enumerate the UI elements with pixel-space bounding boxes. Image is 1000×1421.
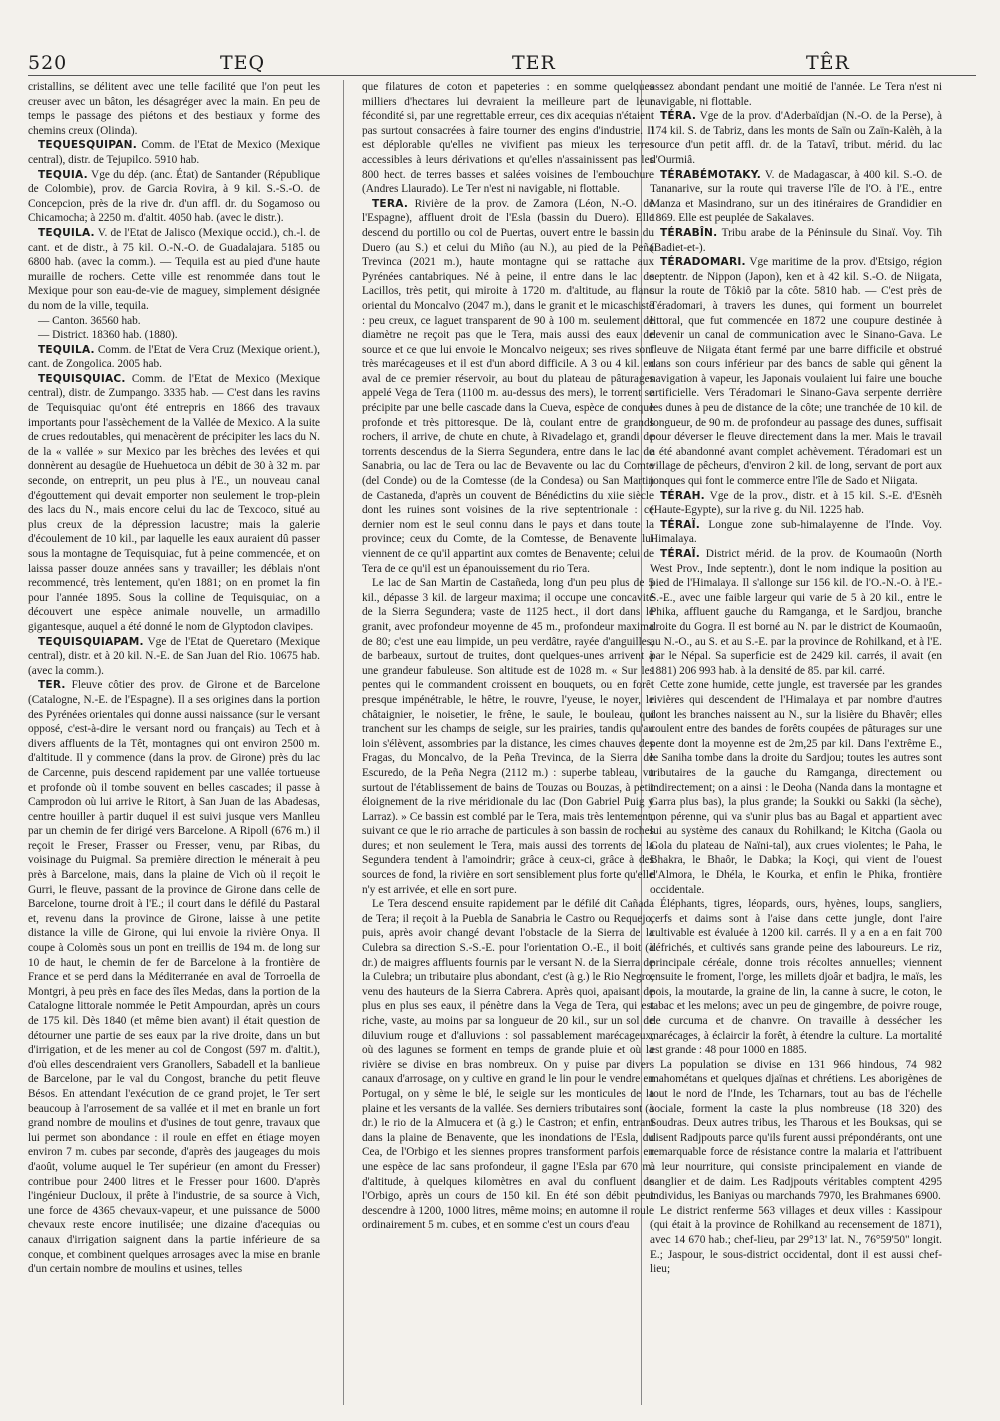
entry-text: V. de Madagascar, à 400 kil. S.-O. de Tananarive, sur la route qui traverse l'île de l'O. à l'E., entre Manza et Masindrano, sur un des itinéraires de Grandidier en 1869. Elle est peuplée de Sakalaves. [650,168,942,225]
entry-terai-district [650,547,942,678]
paragraph: Cette zone humide, cette jungle, est traversée par les grandes rivières qui descendent de l'Himalaya et par nombre d'autres dont les branches naissent au N., sur la lisière du Bhavêr; elles coulent entre des bandes de forêts coupées de pâturages sur une pente dont la moyenne est de 2m,25 par kil. Dans l'extrême E., le Saniha tombe dans la droite du Sardjou; toutes les autres sont tributaires de la gauche du Ramganga, directement ou indirectement; on a ainsi : le Deoha (Nanda dans la montagne et Garra plus bas), la plus grande; la Soukki ou Sakki (la sèche), non pérenne, qui va s'unir plus bas au Bagal et appartient avec lui au système des canaux du Rohilkand; le Kitcha (Gaola ou Gola du plateau de Naïni-tal), aux crues violentes; le Paha, le Bhakra, le Bhaôr, le Dabka; la Koçi, qui vient de l'ouest d'Almora, le Dhéla, le Kourka, et enfin le Phika, frontière occidentale. [650,679,942,896]
paragraph: Le Tera descend ensuite rapidement par le défilé dit Cañada de Tera; il reçoit à la Puebla de Sanabria le Castro ou Requejo, puis, après avoir changé devant l'obstacle de la Sierra de la Culebra sa direction S.-S.-E. pour l'orientation O.-E., il boit (à dr.) de maigres affluents fournis par le versant N. de la Sierra de la Culebra; un tributaire plus abondant, c'est (à g.) le Rio Negro, venu des hauteurs de la Sierra Cabrera. Après quoi, apaisant de plus en plus ses eaux, il pénètre dans la Vega de Tera, qui est riche, vaste, au moins par sa longueur de 20 kil., sur un sol de diluvium rouge et d'alluvions : sol passablement marécageux, où des lagunes se forment en temps de grande pluie et où la rivière se divise en bras nombreux. On y puise par divers canaux d'arrosage, on y cultive en grand le lin pour le vendre en Portugal, on y sème le blé, le seigle sur les monticules de la plaine et les versants de la vallée. Ses derniers tributaires sont (à dr.) le rio de la Almucera et (à g.) le Castron; et enfin, entrant dans la plaine de Benavente, que les inondations de l'Esla, du Cea, de l'Orbigo et les siennes propres transforment parfois en une espèce de lac sans profondeur, il gagne l'Esla par 670 m. d'altitude, à quelques kilomètres en aval du confluent de l'Orbigo, après un cours de 150 kil. En été son débit peut descendre à 1200, 1000 litres, même moins; en automne il roule ordinairement 5 m. cubes, et en somme c'est un cours d'eau [362,898,654,1232]
entry-headword: TERA. [372,197,409,210]
column-middle [362,80,654,1405]
entry-text: Comm. de l'Etat de Mexico (Mexique central), distr. de Zumpango. 3335 hab. — C'est dans les ravins de Tequisquiac qu'ont été entrepris en 1866 des travaux importants pour l'assèchement de la Vallée de Mexico. A la suite de crues redoutables, qui menacèrent de précipiter les lacs du N. de la « vallée » sur Mexico par les brèches des levées et qui donnèrent au desagüe de Huehuetoca un débit de 30 à 32 m. par seconde, on entreprit, un peu plus à l'E., un nouveau canal d'égouttement qui devait emporter non seulement le trop-plein des lacs du N., mais encore celui du lac de Texcoco, situé au plus creux de la dépression lacustre; mais la galerie d'écoulement de 10 kil., par laquelle les eaux auraient dû passer sous la montagne de Tequisquiac, fut à peine commencée, et on laissa passer douze années sans y travailler; les déblais n'ont recommencé, très lentement, qu'en 1881; on en promet la fin pour l'année 1895. Sous la colline de Tequisquiac, on a découvert une espèce animale nouvelle, un armadillo gigantesque, auquel a été donné le nom de Glyptodon clavipes. [28,372,320,633]
entry-headword: TÉRABÉMOTAKY. [660,168,762,181]
entry-text: Longue zone sub-himalayenne de l'Inde. Voy. Himalaya. [650,518,942,546]
entry-tequisquiac [28,372,320,635]
entry-text: District mérid. de la prov. de Koumaoûn (North West Prov., Inde septentr.), dont le nom indique la position au pied de l'Himalaya. Il s'allonge sur 156 kil. de l'O.-N.-O. à l'E.-S.-E., avec une faible largeur qui varie de 5 à 20 kil., entre le Phika, affluent gauche du Ramganga, et le Sardjou, branche droite du Gogra. Il est borné au N. par le district de Koumaoûn, au N.-O., au S. et au S.-E. par la province de Rohilkand, et à l'E. par le Népal. Sa superficie est de 2429 kil. carrés, il avait (en 1881) 206 993 hab. à la densité de 85. par kil. carré. [650,548,942,677]
entry-text: Fleuve côtier des prov. de Girone et de Barcelone (Catalogne, N.-E. de l'Espagne). Il a ses origines dans la portion des Pyrénées orientales qui donne aussi naissance (sur le versant opposé, c'est-à-dire le versant nord ou français) au Tech et à divers affluents de la Têt, montagnes qui ont environ 2500 m. d'altitude. Il y commence (dans la prov. de Girone) près du lac de Carcenne, puis descend rapidement par une vallée tortueuse et profonde où il tombe souvent en belles cascades; il passe à Camprodon où lui arrive le Ritort, à San Juan de las Abadesas, centre houiller à partir duquel il est suivi jusque vers Manlleu par un chemin de fer dirigé vers Barcelone. A Ripoll (676 m.) il reçoit le Freser, Frasser ou Fresser, venu, par Ribas, du voisinage du Puigmal. Sa première direction le ménerait à peu près à Barcelone, mais, dans la plaine de Vich où il reçoit le Gurri, le fleuve, passant de la province de Girone dans celle de Barcelone, tourne droit à l'E.; il court dans le défilé du Pastaral et, revenu dans la province de Girone, laisse à une petite distance la ville de Girone, qui lui envoie la rivière Onya. Il coupe à Colomès sous un pont en treillis de 194 m. de long sur 10 de haut, le chemin de fer de Barcelone à la frontière de France et se perd dans la Méditerranée en aval de Torroella de Montgri, à peu près en face des îles Medas, dans la portion de la Catalogne littorale nommée le Petit Ampourdan, après un cours de 175 kil. Dès 1840 (et même bien avant) il était question de détourner une partie de ses eaux par la rive droite, dans un but d'irrigation, et de les mener au col de Congost (597 m. d'altit.), d'où elles descendraient vers Granollers, Sabadell et la banlieue de Barcelone, par le val du Congost, branche du petit fleuve Bésos. En attendant l'exécution de ce grand projet, le Ter sert beaucoup à l'arrosement de sa vallée et il met en branle un fort grand nombre de moulins et d'usines de tout genre, travaux que lui permet son abondance : il roule en effet en étiage moyen environ 7 m. cubes par seconde, d'après des jaugeages du mois d'août, volume auquel le Ter supérieur (en amont du Fresser) contribue pour 2400 litres et le Fresser pour 1600. D'après l'ingénieur Ducloux, il prête à l'industrie, de sa source à Vich, une force de 4365 chevaux-vapeur, et une puissance de 5000 chevaux reste encore inutilisée; une dizaine d'acequias ou canaux d'irrigation saignent dans la partie inférieure de sa conque, et combinent quelques arrosages avec la mise en branle d'un certain nombre de moulins et usines, telles [28,679,320,1276]
entry-headword: TÉRA. [660,110,697,123]
paragraph: que filatures de coton et papeteries : en somme quelques milliers d'hectares lui devraient la meilleure part de leur fécondité si, par une regrettable erreur, ces dix acequias n'étaient pas surtout consacrées à faire tourner des engins d'industrie. Il est déplorable qu'elles ne vivifient pas mieux les terres accessibles à leurs dérivations et qu'elles n'assainissent pas les 800 hect. de terres basses et salées voisines de l'embouchure (Andres Llaurado). Le Ter n'est ni navigable, ni flottable. [362,81,654,196]
entry-headword: TEQUESQUIPAN. [38,139,137,152]
column-left [28,80,320,1405]
entry-headword: TEQUISQUIAPAM. [38,635,144,648]
entry-text: Comm. de l'Etat de Vera Cruz (Mexique orient.), cant. de Zongolica. 2005 hab. [28,343,320,371]
page-number: 520 [28,52,68,74]
entry-tequila-2 [28,343,320,372]
entry-tequia [28,168,320,226]
entry-text: Rivière de la prov. de Zamora (Léon, N.-O. de l'Espagne), affluent droit de l'Esla (bassin du Duero). Elle descend du portillo ou col de Puertas, ouvert entre le bassin du Duero (au S.) et celui du Miño (au N.), au pied de la Peña Trevinca (2021 m.), haute montagne qui se rattache aux Pyrénées cantabriques. Né à peine, il entre dans le lac de Lacillos, très petit, qui miroite à 1720 m. d'altitude, au flanc oriental du Moncalvo (2047 m.), dans le granit et le micaschiste : peu creux, ce laguet transparent de 90 à 100 m. seulement de diamètre ne reçoit pas que le Tera, mais aussi des eaux de source et ce que lui envoie le Moncalvo neigeux; ses rives sont très marécageuses et il est d'un abord difficile. A 3 ou 4 kil. en aval de ce premier réservoir, au bout du plateau de pâturages appelé Vega de Tera (1100 m. au-dessus des mers), le torrent se précipite par une belle cascade dans la Cueva, espèce de conque profonde et très pittoresque. De là, coulant entre de grands rochers, il arrive, de chute en chute, à Rivadelago et, grandi de torrents descendus de la Sierra Segundera, entre dans le lac de Sanabria, ou lac de Tera ou lac de Bevavente ou lac du Comte (del Conde) ou de la Comtesse (de la Condesa) ou San Martin de Castaneda, d'après un couvent de Bénédictins du xiie siècle dont les ruines sont voisines de la rive septentrionale : ce dernier nom est le seul connu dans le pays et dans toute la province; ceux du Comte, de la Comtesse, de Benavente lui viennent de ce qu'il appartint aux comtes de Benavente; celui de Tera de ce qu'il est un épanouissement du rio Tera. [362,197,654,575]
entry-ter [28,678,320,1276]
paragraph: Le district renferme 563 villages et deux villes : Kassipour (qui était à la province de Rohilkand au recensement de 1871), avec 14 670 hab.; chef-lieu, par 29°13' lat. N., 76°59'50" longit. E.; Jaspour, le sous-district occidental, dont il est aussi chef-lieu; [650,1204,942,1276]
entry-headword: TER. [38,679,66,692]
entry-text: Vge de la prov. d'Aderbaïdjan (N.-O. de la Perse), à 174 kil. S. de Tabriz, dans les monts de Saïn ou Zaïn-Kalèh, à la source d'un petit affl. dr. de la Tatavî, tribut. mérid. du lac d'Ourmiâ. [650,110,942,166]
entry-tera-persia [650,109,942,167]
entry-headword: TÉRAÏ. [660,518,700,531]
column-right [650,80,942,1405]
paragraph: Éléphants, tigres, léopards, ours, hyènes, loups, sangliers, cerfs et daims sont à l'aise dans cette jungle, dont l'aire cultivable est évaluée à 1200 kil. carrés. Il y a en a en fait 700 défrichés, et cultivés sans grande peine des laboureurs. Le riz, principale céréale, donne trois récoltes annuelles; viennent ensuite le froment, l'orge, les millets djoâr et badjra, le maïs, les pois, la moutarde, la graine de lin, la canne à sucre, le coton, le tabac et les melons; avec un peu de gingembre, de poivre rouge, de curcuma et de chanvre. On travaille à dessécher les marécages, à éclaircir la forêt, à étendre la culture. La mortalité est grande : 48 pour 1000 en 1885. [650,898,942,1057]
entry-terabin [650,226,942,255]
column-divider [343,80,344,1405]
running-head-right: TÊR [806,52,850,74]
entry-text: Tribu arabe de la Péninsule du Sinaï. Voy. Tih (Badiet-et-). [650,226,942,254]
entry-headword: TEQUILA. [38,343,95,356]
entry-text: Vge de la prov., distr. et à 15 kil. S.-E. d'Esnèh (Haute-Egypte), sur la rive g. du Nil. 1225 hab. [650,489,942,517]
entry-text: Vge de l'Etat de Queretaro (Mexique central), distr. et à 20 kil. N.-E. de San Juan del Rio. 10675 hab. (avec la comm.). [28,635,320,677]
paragraph: assez abondant pendant une moitié de l'année. Le Tera n'est ni navigable, ni flottable. [650,81,942,108]
entry-text: V. de l'Etat de Jalisco (Mexique occid.), ch.-l. de cant. et de distr., à 75 kil. O.-N.-O. de Guadalajara. 5185 ou 6800 hab. (avec la comm.). — Tequila est au pied d'une haute muraille de rochers. Cette ville est renommée dans tout le Mexique pour son eau-de-vie de maguey, simplement désignée du nom de la ville, tequila. [28,226,320,312]
entry-text: Vge du dép. (anc. État) de Santander (République de Colombie), prov. de Garcia Rovira, à 9 kil. S.-S.-O. de Concepcion, près de la rive dr. d'un affl. dr. du Sogamoso ou Chicamocha; à 2250 m. d'altit. 4050 hab. (avec le distr.). [28,168,320,225]
entry-headword: TÉRADOMARI. [660,256,746,269]
running-head-left: TEQ [220,52,266,74]
entry-subline-district: — District. 18360 hab. (1880). [38,329,178,342]
paragraph: Le lac de San Martin de Castañeda, long d'un peu plus de 5 kil., dépasse 3 kil. de largeur maxima; il occupe une concavité de la Sierra Segundera; vaste de 1125 hect., il dort dans le granit, avec profondeur moyenne de 45 m., profondeur maxima de 80; c'est une eau limpide, un peu verdâtre, rayée d'anguilles, de barbeaux, surtout de truites, dont quelques-unes arrivent à une grandeur fabuleuse. Son altitude est de 1028 m. « Sur les pentes qui le commandent croissent en bouquets, ou en forêt presque impénétrable, le hêtre, le rouvre, l'yeuse, le noyer, le châtaignier, le noisetier, le frêne, le saule, le bouleau, qui tranchent sur les champs de seigle, sur les prairies, tandis qu'au loin s'élèvent, assombries par la distance, les cimes chauves des Fragas, du Moncalvo, de la Peña Trevinca, de la Sierra de Escuredo, de la Peña Negra (2112 m.) : superbe tableau, vu surtout de l'établissement de bains de Touzas ou Bouzas, à petit éloignement de la rive méridionale du lac (Don Gabriel Puig y Larraz). » Ce bassin est comblé par le Tera, mais très lentement, suivant ce que le rio arrache de particules à son bassin de roches dures; et non seulement le Tera, mais aussi des torrents de la Segundera tendent à l'amoindrir; grâce à ceux-ci, grâce à des sources de fond, la rivière en sort sensiblement plus forte qu'elle n'y est arrivée, et elle en sort pure. [362,577,654,896]
entry-teradomari [650,255,942,489]
entry-tequila [28,226,320,314]
running-head-middle: TER [512,52,556,74]
entry-tera [362,197,654,576]
entry-tequisquiapam [28,635,320,679]
header-rule [28,75,976,76]
entry-text: Vge maritime de la prov. d'Etsigo, région septentr. de Nippon (Japon), ken et à 42 kil. S.-O. de Niigata, sur la route de Tôkiô par la côte. 5810 hab. — C'est près de Téradomari, à travers les dunes, qui forment un bourrelet littoral, que fut commencée en 1872 une coupure destinée à devenir un canal de communication avec le Sinano-Gava. Le fleuve de Niigata étant fermé par une barre difficile et obstrué dans son cours inférieur par des bancs de sable qui gênent la navigation à vapeur, les Japonais voulaient lui faire une bouche artificielle. Vers Téradomari le Sinano-Gava serpente derrière les dunes à peu de distance de la côte; une tranchée de 10 kil. de longueur, de 90 m. de profondeur au passage des dunes, suffisait pour déverser le fleuve directement dans la mer. Mais le travail a été abandonné avant complet achèvement. Téradomari est un village de pêcheurs, d'environ 2 kil. de long, servant de port aux jonques qui font le commerce entre l'île de Sado et Niigata. [650,256,942,488]
entry-headword: TÉRABÎN. [660,226,718,239]
entry-tequesquipan [28,138,320,167]
entry-headword: TÉRAH. [660,489,705,502]
entry-headword: TEQUISQUIAC. [38,372,126,385]
entry-terabemotaky [650,168,942,226]
entry-headword: TEQUIA. [38,168,88,181]
paragraph: cristallins, se délitent avec une telle facilité que l'on peut les creuser avec un bâton, les désagréger avec la main. En peu de temps le passage des piétons et des bestiaux y forme des chemins creux (Olinda). [28,81,320,137]
entry-text: Comm. de l'Etat de Mexico (Mexique central), distr. de Tejupilco. 5910 hab. [28,139,320,166]
entry-headword: TEQUILA. [38,226,95,239]
paragraph: La population se divise en 131 966 hindous, 74 982 mahométans et quelques djaïnas et chrétiens. Les aborigènes de tout le nord de l'Inde, les Tcharnars, tout au bas de l'échelle sociale, forment la caste la plus nombreuse (18 320) des Soudras. Deux autres tribus, les Tharous et les Bouksas, qui se disent Radjpouts parce qu'ils furent aussi prépondérants, ont une remarquable force de résistance contre la malaria et l'attribuent à leur nourriture, qui consiste principalement en viande de sanglier et de daim. Les Radjpouts véritables comptent 4295 individus, les Baniyas ou marchands 7970, les Brahmanes 6900. [650,1058,942,1203]
entry-headword: TÉRAÏ. [660,548,700,560]
entry-terah [650,489,942,518]
entry-subline-canton: — Canton. 36560 hab. [38,314,141,327]
entry-terai-zone [650,518,942,547]
